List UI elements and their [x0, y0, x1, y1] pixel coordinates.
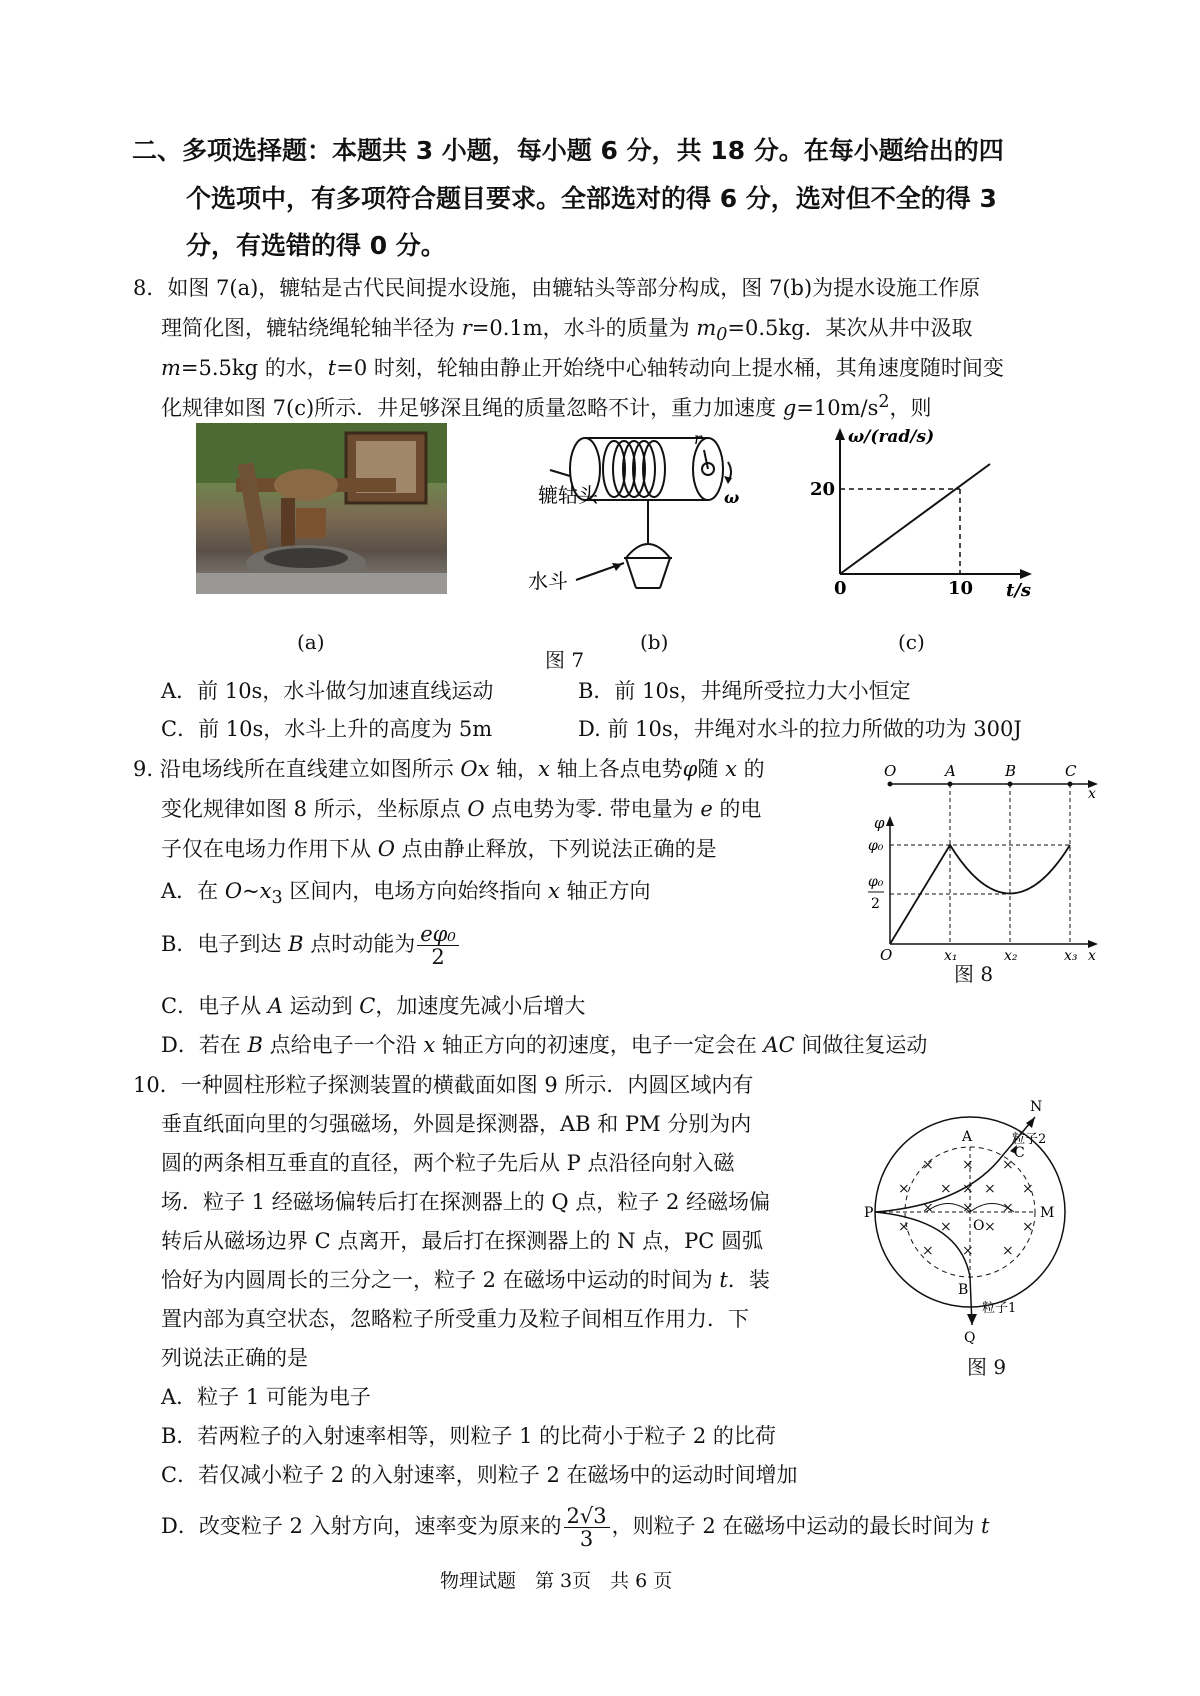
figure-7c-graph [810, 426, 1040, 601]
q9-option-c: C．电子从 A 运动到 C，加速度先减小后增大 [161, 994, 586, 1018]
section-title-line-2: 个选项中，有多项符合题目要求。全部选对的得 6 分，选对但不全的得 3 [186, 184, 997, 213]
fig8-label-A: A [945, 762, 956, 780]
fig9-title: 图 9 [967, 1355, 1007, 1379]
svg-text:×: × [984, 1219, 996, 1235]
svg-text:×: × [898, 1219, 910, 1235]
figure-7b-diagram [528, 418, 780, 608]
photo-illustration [196, 423, 447, 594]
section-title-line-3: 分，有选错的得 0 分。 [186, 231, 446, 260]
figure-9-diagram [864, 1095, 1105, 1346]
fig7a-caption: (a) [297, 630, 325, 654]
svg-text:×: × [984, 1181, 996, 1197]
svg-text:×: × [922, 1243, 934, 1259]
q9-option-d: D．若在 B 点给电子一个沿 x 轴正方向的初速度，电子一定会在 AC 间做往复运动 [161, 1033, 928, 1057]
fig7c-y20: 20 [810, 479, 836, 500]
q10-line-7: 置内部为真空状态，忽略粒子所受重力及粒子间相互作用力．下 [161, 1307, 749, 1331]
q9-line-3: 子仅在电场力作用下从 O 点由静止释放，下列说法正确的是 [161, 837, 717, 861]
q8-option-c: C．前 10s，水斗上升的高度为 5m [161, 717, 493, 741]
q10-line-8: 列说法正确的是 [161, 1346, 308, 1370]
svg-text:×: × [922, 1200, 934, 1216]
fig8-label-B: B [1005, 762, 1017, 780]
fig8-title: 图 8 [954, 962, 994, 986]
fig7b-bucket-label: 水斗 [528, 569, 568, 593]
svg-text:×: × [1002, 1200, 1014, 1216]
q10-option-d: D．改变粒子 2 入射方向，速率变为原来的 $\frac{2√3}{3}$ ，则粒子 2 在磁场中运动的最长时间为 t [161, 1504, 990, 1552]
fig7c-xlabel: t/s [1006, 580, 1032, 601]
svg-text:×: × [940, 1181, 952, 1197]
fig7c-ylabel: ω/(rad/s) [848, 427, 935, 447]
fig9-label-B: B [958, 1282, 969, 1298]
fig9-label-Q: Q [964, 1330, 976, 1346]
fig9-label-P: P [864, 1205, 874, 1221]
fig8-label-x2: x₂ [1004, 948, 1018, 964]
omega-line [840, 464, 990, 574]
fig8-label-x3: x₃ [1064, 948, 1078, 964]
fig8-label-x-top: x [1088, 786, 1096, 802]
svg-text:×: × [922, 1157, 934, 1173]
fig8-label-x1: x₁ [944, 948, 958, 964]
q8-line-3: m=5.5kg 的水，t=0 时刻，轮轴由静止开始绕中心轴转动向上提水桶，其角速度随时间变 [161, 356, 1004, 380]
q9-option-a: A．在 $O\sim x_3$ 区间内，电场方向始终指向 x 轴正方向 [161, 879, 651, 909]
q10-line-6: 恰好为内圆周长的三分之一，粒子 2 在磁场中运动的时间为 t．装 [161, 1268, 770, 1292]
fig8-label-phi0: φ₀ [868, 838, 884, 854]
svg-text:×: × [962, 1200, 974, 1216]
fig9-label-C: C [1014, 1145, 1025, 1161]
fig8-label-phi0-half-num: φ₀ [868, 874, 884, 890]
q10-line-5: 转后从磁场边界 C 点离开，最后打在探测器上的 N 点，PC 圆弧 [161, 1229, 764, 1253]
fig8-label-C: C [1065, 762, 1077, 780]
fig7b-caption: (b) [640, 630, 669, 654]
svg-text:×: × [1022, 1219, 1034, 1235]
fig7b-omega-label: ω [724, 488, 740, 507]
svg-text:×: × [962, 1243, 974, 1259]
q8-line-1: 8．如图 7(a)，辘轱是古代民间提水设施，由辘轱头等部分构成，图 7(b)为提水设施工作原 [133, 276, 981, 300]
potential-curve [890, 845, 1070, 944]
q10-line-4: 场．粒子 1 经磁场偏转后打在探测器上的 Q 点，粒子 2 经磁场偏 [161, 1190, 770, 1214]
q10-line-1: 10．一种圆柱形粒子探测装置的横截面如图 9 所示．内圆区域内有 [133, 1073, 754, 1097]
q9-line-2: 变化规律如图 8 所示，坐标原点 O 点电势为零. 带电量为 e 的电 [161, 797, 762, 821]
q8-option-d: D. 前 10s，井绳对水斗的拉力所做的功为 300J [578, 717, 1022, 741]
fig7c-x10: 10 [948, 578, 974, 599]
q8-line-4: 化规律如图 7(c)所示．井足够深且绳的质量忽略不计，重力加速度 $g=10m/s^2$，则 [161, 392, 932, 420]
svg-text:×: × [1002, 1157, 1014, 1173]
svg-text:×: × [962, 1157, 974, 1173]
svg-text:×: × [898, 1181, 910, 1197]
fig9-label-A: A [962, 1129, 973, 1145]
q9-option-b: B．电子到达 B 点时动能为 $\frac{\text{eφ₀}}{2}$ [161, 923, 461, 968]
fig8-label-phi0-half-den: 2 [871, 896, 880, 912]
q10-option-a: A．粒子 1 可能为电子 [161, 1385, 371, 1409]
q10-option-c: C．若仅减小粒子 2 的入射速率，则粒子 2 在磁场中的运动时间增加 [161, 1463, 798, 1487]
q10-line-3: 圆的两条相互垂直的直径，两个粒子先后从 P 点沿径向射入磁 [161, 1151, 735, 1175]
q10-line-2: 垂直纸面向里的匀强磁场，外圆是探测器，AB 和 PM 分别为内 [161, 1112, 752, 1136]
figure-8-graph [860, 762, 1100, 962]
fig9-label-N: N [1030, 1099, 1043, 1115]
fig7b-head-label: 辘轱头 [538, 483, 598, 507]
fig8-label-O-top: O [884, 762, 897, 780]
fig7b-r-label: r [694, 429, 702, 448]
fig7c-origin: 0 [834, 578, 847, 599]
fig8-label-phi: φ [874, 814, 885, 832]
fig8-label-O-bottom: O [880, 946, 893, 964]
fig9-label-particle1: 粒子1 [982, 1301, 1017, 1316]
svg-text:×: × [940, 1219, 952, 1235]
fig7-title: 图 7 [545, 648, 585, 672]
fig9-label-M: M [1040, 1205, 1055, 1221]
well-windlass-photo [196, 423, 447, 594]
fig8-label-x-bottom: x [1088, 948, 1096, 964]
fig9-label-particle2: 粒子2 [1012, 1132, 1047, 1147]
fig7c-caption: (c) [898, 630, 925, 654]
section-title-line-1: 二、多项选择题：本题共 3 小题，每小题 6 分，共 18 分。在每小题给出的四 [132, 136, 1004, 165]
q10-option-b: B．若两粒子的入射速率相等，则粒子 1 的比荷小于粒子 2 的比荷 [161, 1424, 776, 1448]
page-footer: 物理试题 第 3页 共 6 页 [440, 1570, 673, 1592]
svg-text:×: × [1022, 1181, 1034, 1197]
fig9-label-O: O [973, 1218, 985, 1234]
svg-text:×: × [962, 1181, 974, 1197]
q8-option-a: A．前 10s，水斗做匀加速直线运动 [161, 679, 494, 703]
q8-line-2: 理简化图，辘轱绕绳轮轴半径为 r=0.1m，水斗的质量为 $m_0=0.5kg$．某次从井中汲取 [161, 316, 973, 346]
q9-line-1: 9. 沿电场线所在直线建立如图所示 Ox 轴，x 轴上各点电势φ随 x 的 [133, 757, 765, 781]
q8-option-b: B．前 10s，井绳所受拉力大小恒定 [578, 679, 911, 703]
svg-text:×: × [1002, 1243, 1014, 1259]
